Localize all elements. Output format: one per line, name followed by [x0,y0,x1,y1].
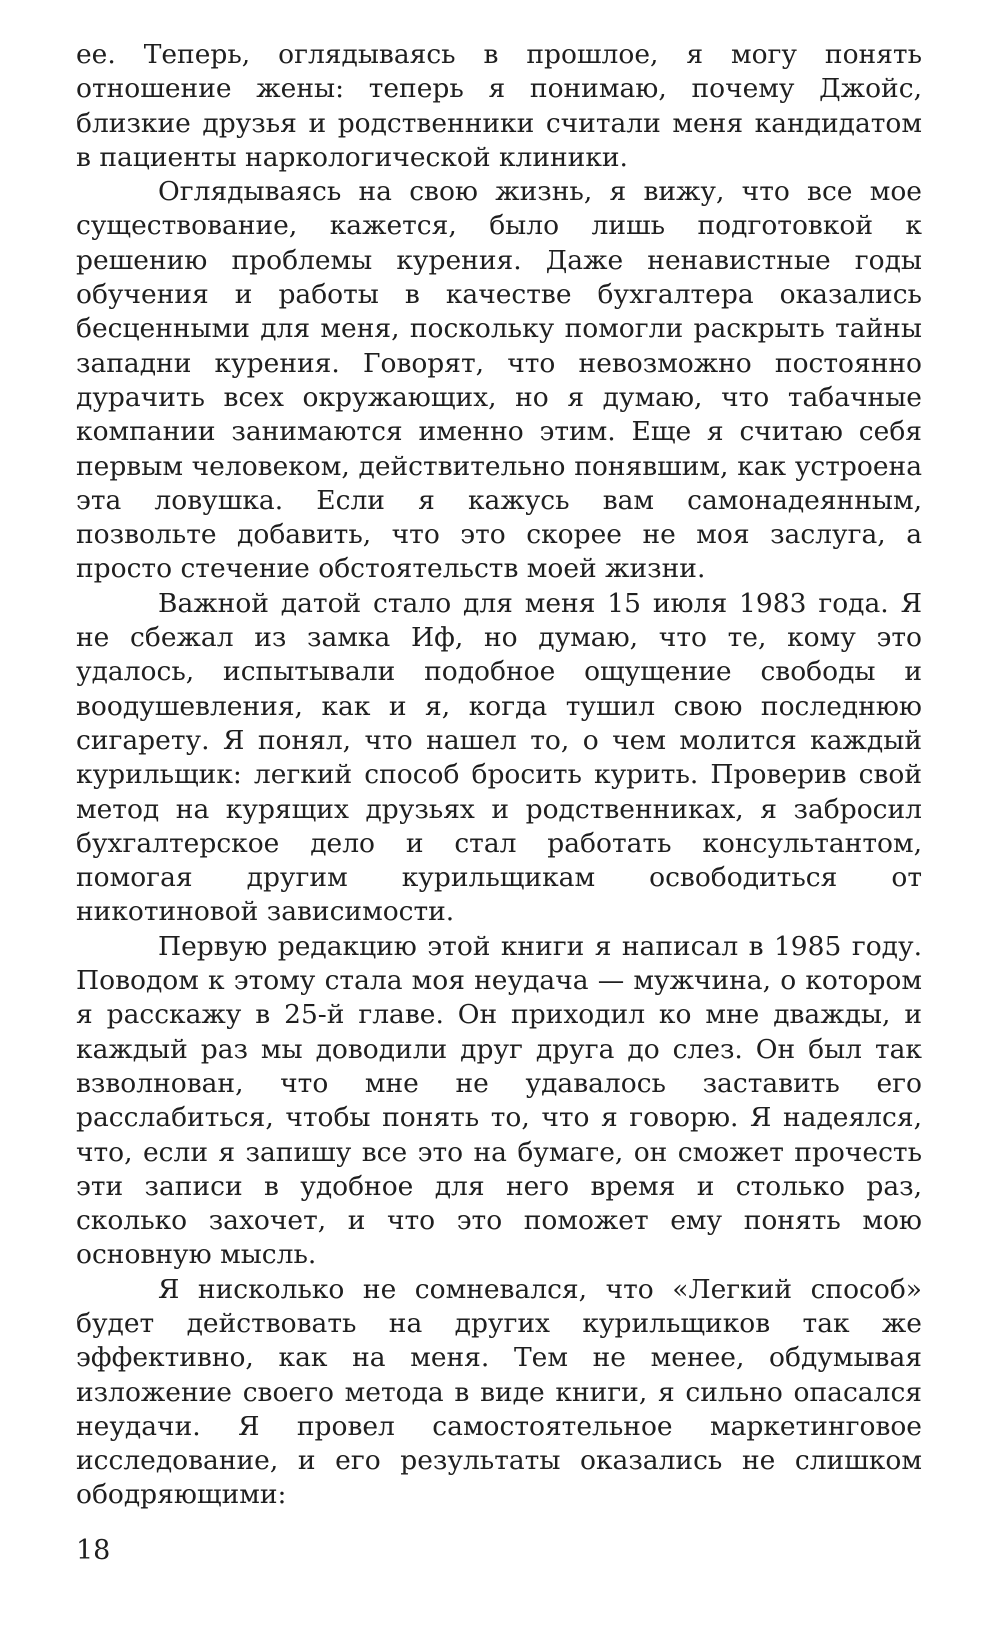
paragraph-5: Я нисколько не сомневался, что «Легкий способ» будет действовать на других курильщиков так же эффективно, как на меня. Тем не менее, обдумывая изложение своего метода в виде книги, я сильно опасался неудачи. Я провел самостоятельное маркетинговое исследование, и его результаты оказались не слишком ободряющими: [76,1273,922,1511]
paragraph-4: Первую редакцию этой книги я написал в 1985 году. Поводом к этому стала моя неудача — мужчина, о котором я расскажу в 25-й главе. Он приходил ко мне дважды, и каждый раз мы доводили друг друга до слез. Он был так взволнован, что мне не удавалось заставить его расслабиться, чтобы понять то, что я говорю. Я надеялся, что, если я запишу все это на бумаге, он сможет прочесть эти записи в удобное для него время и столько раз, сколько захочет, и что это поможет ему понять мою основную мысль. [76,930,922,1271]
body-text [76,38,922,1513]
paragraph-2: Оглядываясь на свою жизнь, я вижу, что все мое существование, кажется, было лишь подготовкой к решению проблемы курения. Даже ненавистные годы обучения и работы в качестве бухгалтера оказались бесценными для меня, поскольку помогли раскрыть тайны западни курения. Говорят, что невозможно постоянно дурачить всех окружающих, но я думаю, что табачные компании занимаются именно этим. Еще я считаю себя первым человеком, действительно понявшим, как устроена эта ловушка. Если я кажусь вам самонадеянным, позвольте добавить, что это скорее не моя заслуга, а просто стечение обстоятельств моей жизни. [76,176,922,585]
page-number: 18 [76,1535,111,1566]
paragraph-1: ее. Теперь, оглядываясь в прошлое, я могу понять отношение жены: теперь я понимаю, почему Джойс, близкие друзья и родственники считали меня кандидатом в пациенты наркологической клиники. [76,39,922,173]
paragraph-3: Важной датой стало для меня 15 июля 1983 года. Я не сбежал из замка Иф, но думаю, что те, кому это удалось, испытывали подобное ощущение свободы и воодушевления, как и я, когда тушил свою последнюю сигарету. Я понял, что нашел то, о чем молится каждый курильщик: легкий способ бросить курить. Проверив свой метод на курящих друзьях и родственниках, я забросил бухгалтерское дело и стал работать консультантом, помогая другим курильщикам освободиться от никотиновой зависимости. [76,587,922,928]
